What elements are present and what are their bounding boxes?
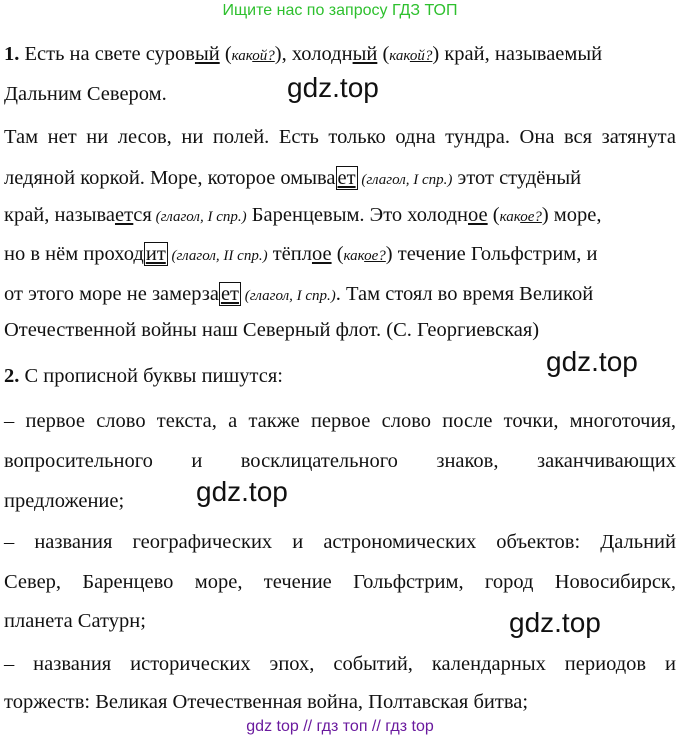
ending-box: ет [337, 167, 356, 189]
ex1-line-7: от этого море не замерзает (глагол, I спр.). Там стоял во время Великой [4, 283, 594, 305]
watermark: gdz.top [287, 72, 379, 103]
ex2-number: 2. [4, 365, 20, 387]
ex2-line-5: – названия географических и астрономических объектов: Дальний [4, 531, 676, 553]
ex1-line-2: Дальним Севером. [4, 83, 167, 105]
ex2-line-7: планета Сатурн; [4, 610, 146, 632]
ex1-line-8: Отечественной войны наш Северный флот. (С. Георгиевская) [4, 319, 540, 341]
ex2-line-8: – названия исторических эпох, событий, календарных периодов и [4, 653, 676, 675]
ex2-line-6: Север, Баренцево море, течение Гольфстрим, город Новосибирск, [4, 571, 676, 593]
ex1-line-5: край, называется (глагол, I спр.) Баренцевым. Это холодное (какое?) море, [4, 204, 602, 226]
search-banner[interactable]: Ищите нас по запросу ГДЗ ТОП [222, 2, 458, 19]
ending-box: ет [220, 283, 239, 305]
ex2-line-3: вопросительного и восклицательного знаков, заканчивающих [4, 450, 676, 472]
ending-box: ит [145, 243, 166, 265]
ex2-line-2: – первое слово текста, а также первое слово после точки, многоточия, [4, 410, 676, 432]
footer-links[interactable]: gdz top // гдз топ // гдз top [246, 718, 434, 735]
ex1-line-4: ледяной коркой. Море, которое омывает (глагол, I спр.) этот студёный [4, 167, 582, 189]
ex1-line-1: 1. Есть на свете суровый (какой?), холодный (какой?) край, называемый [4, 43, 603, 65]
ex1-line-6: но в нём проходит (глагол, II спр.) тёплое (какое?) течение Гольфстрим, и [4, 243, 598, 265]
ex2-line-1: 2. С прописной буквы пишутся: [4, 365, 283, 387]
ex2-line-9: торжеств: Великая Отечественная война, Полтавская битва; [4, 691, 529, 713]
ex2-line-4: предложение; [4, 490, 125, 512]
watermark: gdz.top [546, 346, 638, 377]
watermark: gdz.top [509, 607, 601, 638]
ex1-number: 1. [4, 43, 20, 65]
ex1-line-3: Там нет ни лесов, ни полей. Есть только одна тундра. Она вся затянута [4, 126, 676, 148]
watermark: gdz.top [196, 476, 288, 507]
